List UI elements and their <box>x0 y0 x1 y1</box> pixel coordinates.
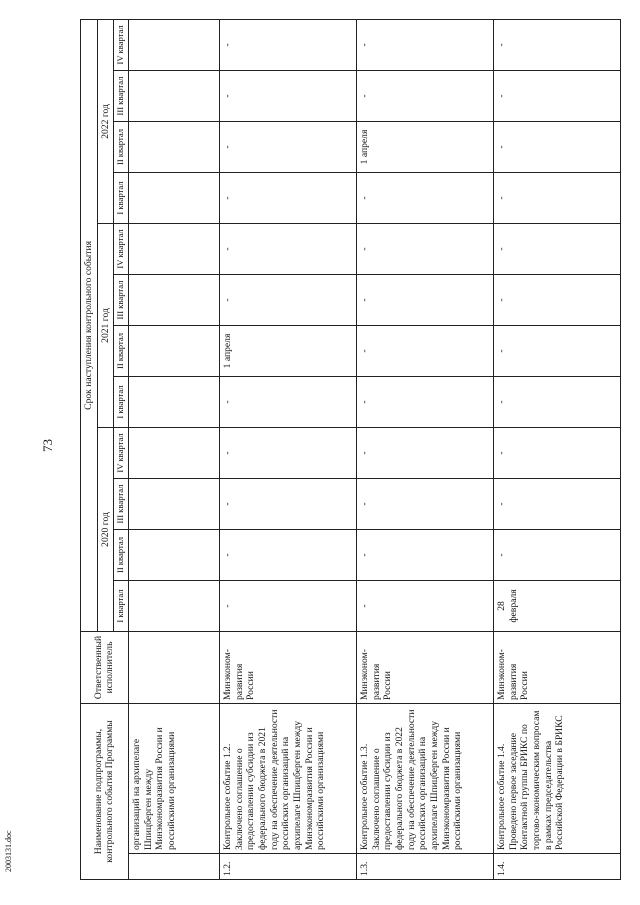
deadline-cell: - <box>356 427 493 478</box>
deadline-cell: 1 апреля <box>219 325 356 376</box>
deadline-cell <box>128 325 219 376</box>
deadline-cell: 1 апреля <box>356 121 493 172</box>
header-year-2022: 2022 год <box>97 19 114 223</box>
deadline-cell: - <box>219 223 356 274</box>
header-quarter: I квартал <box>114 580 128 631</box>
row-number: 1.2. <box>219 854 356 880</box>
header-quarter: III квартал <box>114 274 128 325</box>
deadline-cell: - <box>493 529 620 580</box>
deadline-cell: - <box>219 172 356 223</box>
deadline-cell: - <box>493 70 620 121</box>
deadline-cell: - <box>493 274 620 325</box>
deadline-cell: - <box>356 529 493 580</box>
deadline-cell <box>128 172 219 223</box>
header-quarter: IV квартал <box>114 223 128 274</box>
deadline-cell: - <box>356 376 493 427</box>
deadline-cell: - <box>493 172 620 223</box>
executor: Минэконом-развития России <box>219 631 356 703</box>
deadline-cell <box>128 121 219 172</box>
deadline-cell: - <box>493 19 620 70</box>
deadline-cell: - <box>219 478 356 529</box>
executor <box>128 631 219 703</box>
event-name: организаций на архипелаге Шпицберген между Минэкономразвития России и российскими организациями <box>128 703 219 853</box>
deadline-cell: - <box>356 70 493 121</box>
deadline-cell: - <box>356 19 493 70</box>
header-quarter: I квартал <box>114 376 128 427</box>
deadline-cell: - <box>493 325 620 376</box>
deadline-cell: - <box>356 580 493 631</box>
header-quarter: IV квартал <box>114 19 128 70</box>
rotated-table-page <box>80 20 640 880</box>
row-number <box>128 854 219 880</box>
header-executor-column: Ответственный исполнитель <box>81 631 129 703</box>
deadline-cell: - <box>493 427 620 478</box>
deadline-cell: - <box>356 274 493 325</box>
header-quarter: II квартал <box>114 529 128 580</box>
deadline-cell: - <box>493 478 620 529</box>
header-deadline-group: Срок наступления контрольного события <box>81 19 98 631</box>
deadline-cell <box>128 70 219 121</box>
deadline-cell <box>128 580 219 631</box>
event-name: Контрольное событие 1.2. Заключено соглашение о предоставлении субсидии из федерального бюджета в 2021 году на обеспечение деятельности российских организаций на архипелаге Шпицберген между Минэкономразвития России и российскими организациями <box>219 703 356 853</box>
event-name: Контрольное событие 1.3. Заключено соглашение о предоставлении субсидии из федерального бюджета в 2022 году на обеспечение деятельности российских организаций на архипелаге Шпицберген между Минэкономразвития России и российскими организациями <box>356 703 493 853</box>
header-quarter: I квартал <box>114 172 128 223</box>
deadline-cell: - <box>219 376 356 427</box>
deadline-cell <box>128 223 219 274</box>
row-number: 1.3. <box>356 854 493 880</box>
deadline-cell: - <box>219 121 356 172</box>
deadline-cell: - <box>219 19 356 70</box>
deadline-cell: - <box>493 223 620 274</box>
control-events-table <box>80 19 621 880</box>
deadline-cell <box>128 427 219 478</box>
executor: Минэконом-развития России <box>356 631 493 703</box>
event-name: Контрольное событие 1.4. Проведено первое заседание Контактной группы БРИКС по торгово-экономическим вопросам в рамках председательства Российской Федерации в БРИКС <box>493 703 620 853</box>
deadline-cell: - <box>219 529 356 580</box>
deadline-cell: - <box>219 427 356 478</box>
deadline-cell: - <box>356 325 493 376</box>
header-name-column: Наименование подпрограммы, контрольного события Программы <box>81 703 129 879</box>
deadline-cell <box>128 529 219 580</box>
deadline-cell: - <box>219 70 356 121</box>
deadline-cell: 28 февраля <box>493 580 620 631</box>
deadline-cell <box>128 376 219 427</box>
header-year-2020: 2020 год <box>97 427 114 631</box>
header-quarter: III квартал <box>114 478 128 529</box>
header-quarter: II квартал <box>114 325 128 376</box>
deadline-cell: - <box>356 223 493 274</box>
header-quarter: IV квартал <box>114 427 128 478</box>
deadline-cell: - <box>493 121 620 172</box>
table-row <box>128 19 219 879</box>
table-row <box>219 19 356 879</box>
header-quarter: II квартал <box>114 121 128 172</box>
row-number: 1.4. <box>493 854 620 880</box>
footer-file-name: 2003131.doc <box>4 830 13 872</box>
page-number: 73 <box>40 439 55 452</box>
header-quarter: III квартал <box>114 70 128 121</box>
header-year-2021: 2021 год <box>97 223 114 427</box>
deadline-cell: - <box>219 274 356 325</box>
executor: Минэконом-развития России <box>493 631 620 703</box>
deadline-cell <box>128 19 219 70</box>
table-row <box>493 19 620 879</box>
deadline-cell: - <box>356 478 493 529</box>
deadline-cell: - <box>219 580 356 631</box>
deadline-cell: - <box>493 376 620 427</box>
deadline-cell: - <box>356 172 493 223</box>
deadline-cell <box>128 274 219 325</box>
deadline-cell <box>128 478 219 529</box>
table-row <box>356 19 493 879</box>
